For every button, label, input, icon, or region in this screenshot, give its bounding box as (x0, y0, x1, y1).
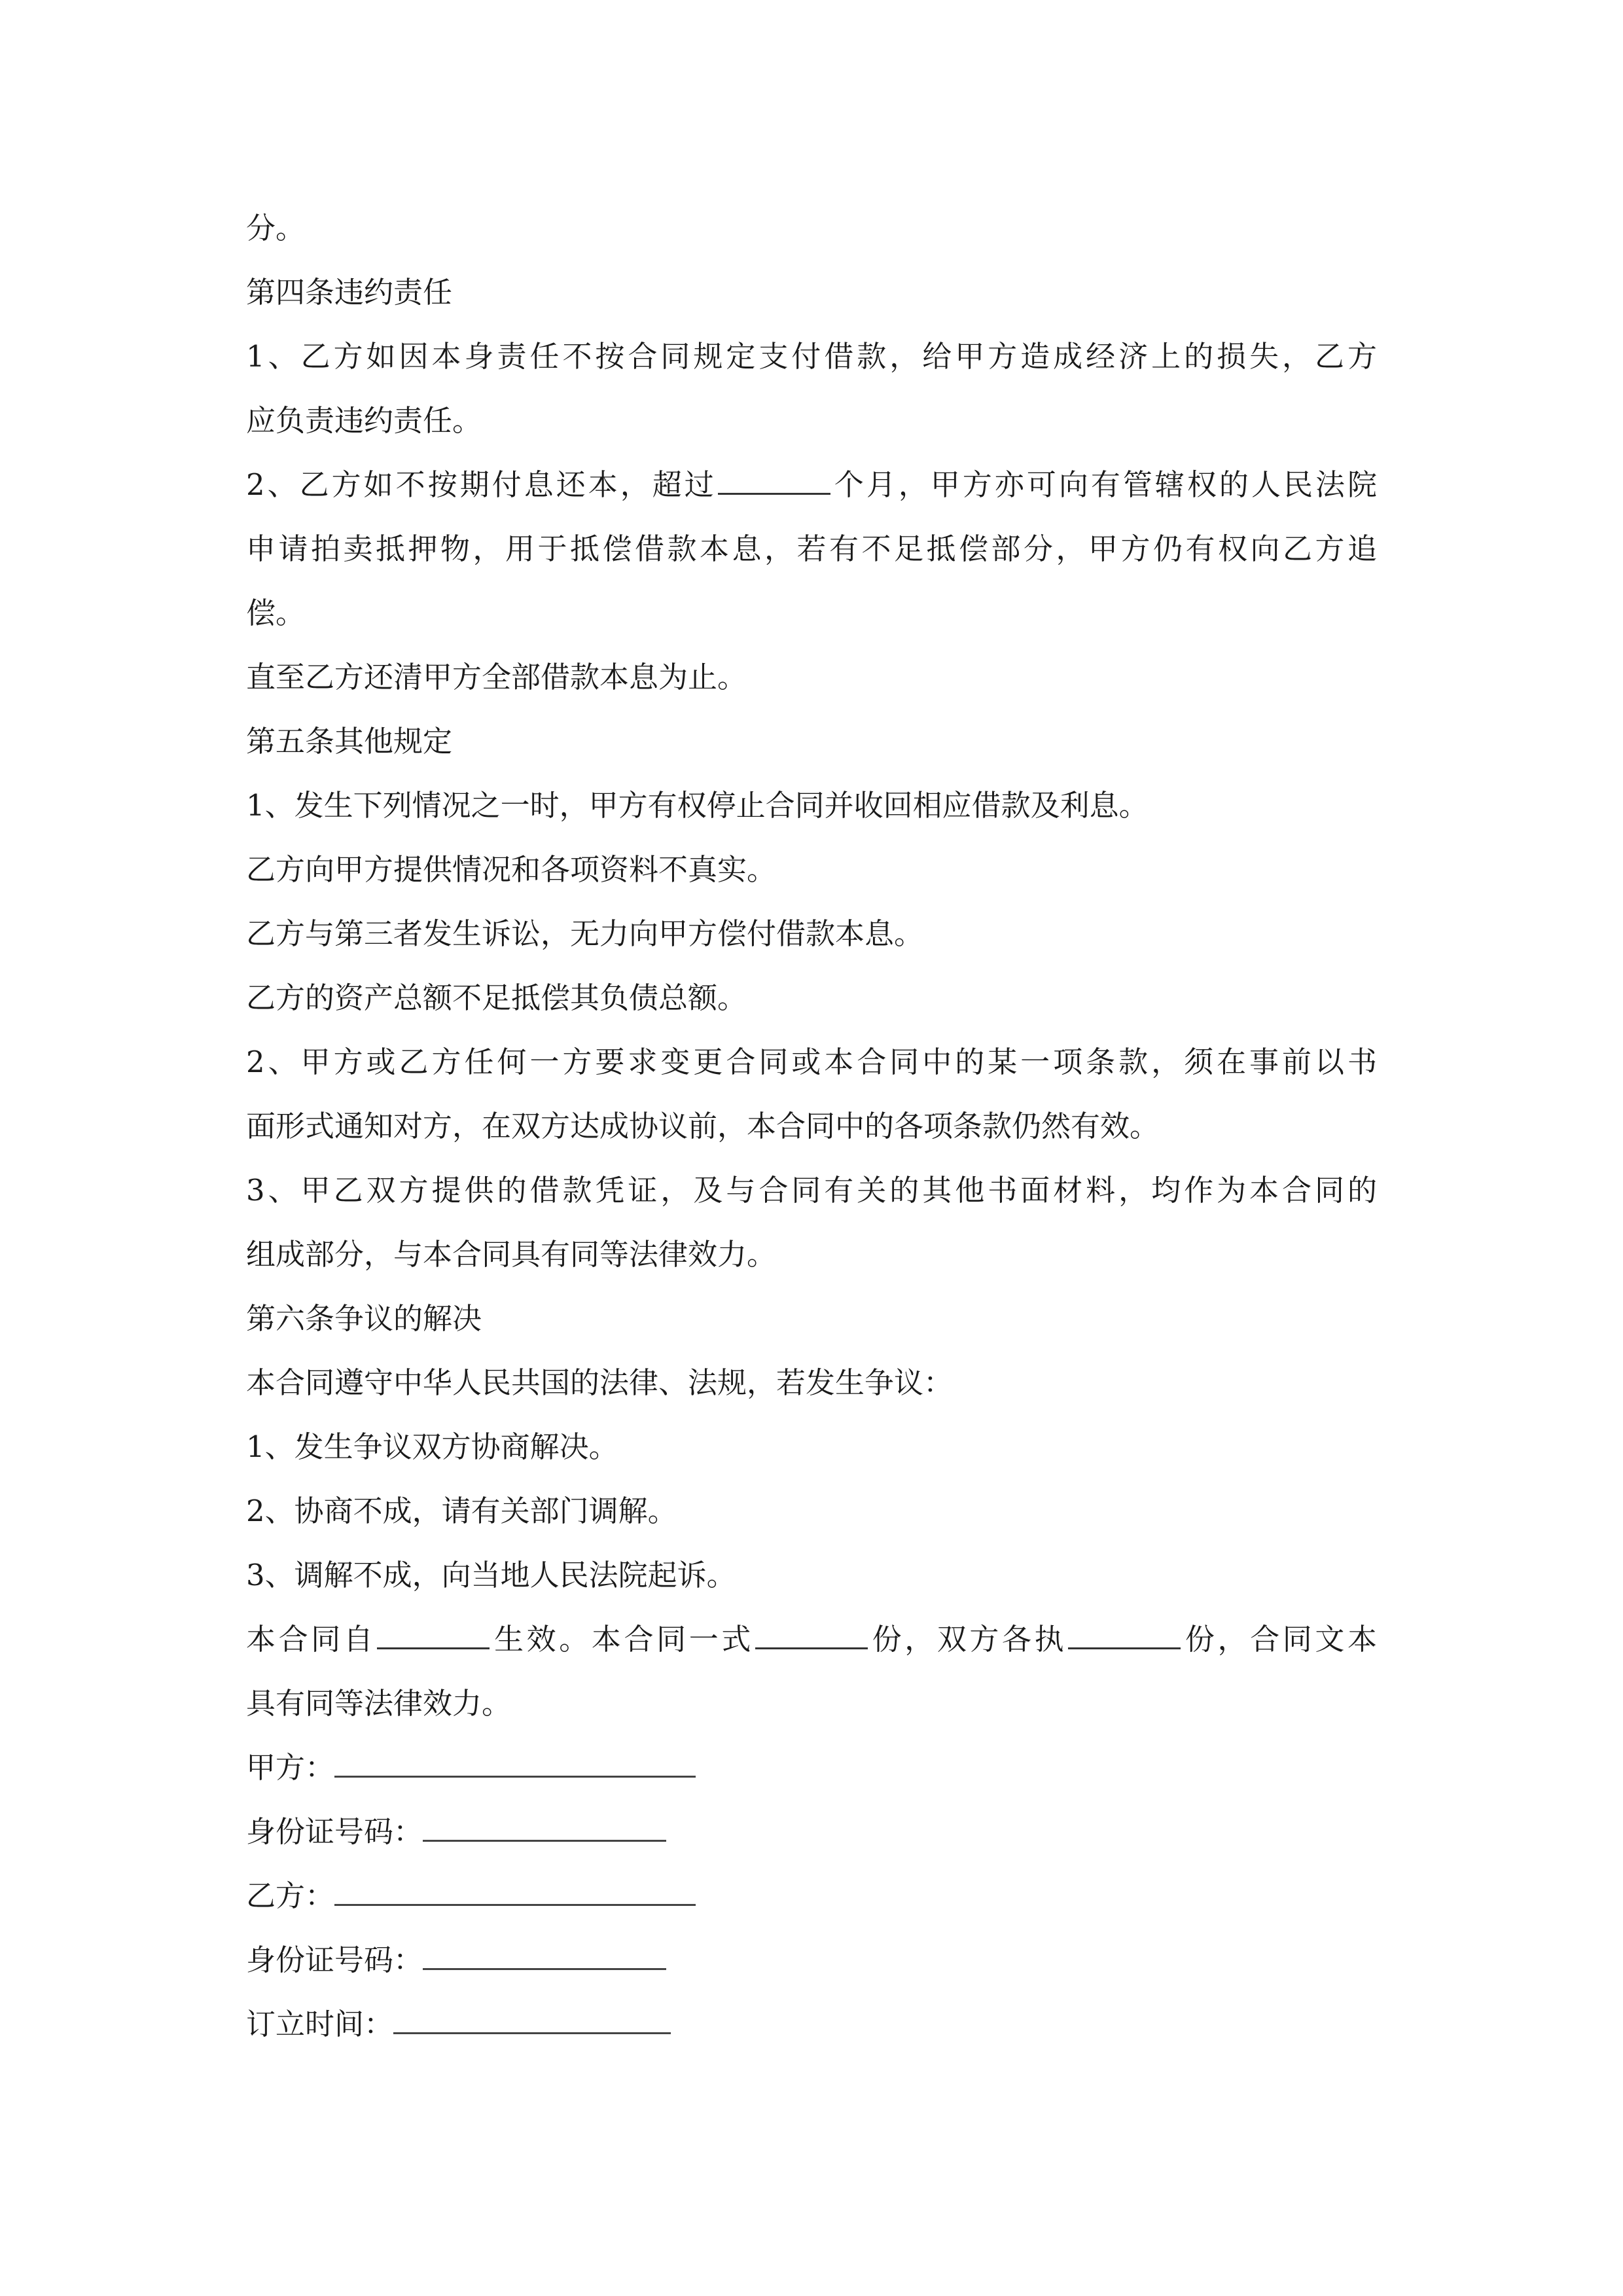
text-line: 3、调解不成，向当地人民法院起诉。 (246, 1558, 736, 1592)
copies-total-blank (755, 1616, 868, 1649)
article-4-heading: 第四条违约责任 (246, 275, 453, 310)
text-line: 面形式通知对方，在双方达成协议前，本合同中的各项条款仍然有效。 (246, 1109, 1160, 1143)
signing-date-line (393, 2002, 671, 2034)
article-6-heading: 第六条争议的解决 (246, 1301, 482, 1336)
party-b-id-line (423, 1938, 666, 1970)
signature-row-party-a-id (246, 1800, 1377, 1864)
signature-label: 订立时间： (246, 2007, 394, 2041)
text-line-with-blanks (246, 1607, 1377, 1672)
text-line: 3、甲乙双方提供的借款凭证，及与合同有关的其他书面材料，均作为本合同的 (246, 1173, 1377, 1208)
party-a-id-line (423, 1810, 666, 1842)
text-line: 1、发生下列情况之一时，甲方有权停止合同并收回相应借款及利息。 (246, 788, 1149, 823)
effective-date-blank (377, 1616, 490, 1649)
text-line: 偿。 (246, 596, 306, 630)
text-segment: 份，双方各执 (868, 1622, 1067, 1657)
signature-label: 身份证号码： (246, 1943, 423, 1977)
text-line-with-blank (246, 453, 1377, 517)
copies-each-blank (1068, 1616, 1181, 1649)
signature-label: 甲方： (246, 1750, 335, 1785)
text-line: 直至乙方还清甲方全部借款本息为止。 (246, 660, 747, 694)
text-line: 申请拍卖抵押物，用于抵偿借款本息，若有不足抵偿部分，甲方仍有权向乙方追 (246, 531, 1377, 566)
text-line: 组成部分，与本合同具有同等法律效力。 (246, 1237, 777, 1272)
text-segment: 2、乙方如不按期付息还本，超过 (246, 467, 717, 502)
text-segment: 本合同自 (246, 1622, 376, 1657)
signature-row-date (246, 1992, 1377, 2056)
text-segment: 份，合同文本 (1182, 1622, 1377, 1657)
article-5-heading: 第五条其他规定 (246, 724, 453, 759)
party-b-signature-line (334, 1874, 696, 1906)
text-line: 1、乙方如因本身责任不按合同规定支付借款，给甲方造成经济上的损失，乙方 (246, 339, 1377, 374)
text-segment: 生效。本合同一式 (491, 1622, 754, 1657)
text-line: 乙方的资产总额不足抵偿其负债总额。 (246, 980, 747, 1015)
text-line: 具有同等法律效力。 (246, 1686, 512, 1721)
signature-row-party-b (246, 1864, 1377, 1928)
text-line: 分。 (246, 211, 306, 245)
text-line: 本合同遵守中华人民共国的法律、法规，若发生争议： (246, 1365, 954, 1400)
text-line: 乙方向甲方提供情况和各项资料不真实。 (246, 852, 777, 887)
months-blank (718, 461, 830, 495)
signature-label: 乙方： (246, 1878, 335, 1913)
text-line: 应负责违约责任。 (246, 403, 482, 438)
text-line: 乙方与第三者发生诉讼，无力向甲方偿付借款本息。 (246, 916, 924, 951)
party-a-signature-line (334, 1746, 696, 1778)
signature-label: 身份证号码： (246, 1814, 423, 1849)
text-segment: 个月，甲方亦可向有管辖权的人民法院 (831, 467, 1377, 502)
signature-row-party-a (246, 1736, 1377, 1800)
contract-page (246, 196, 1377, 2056)
text-line: 2、甲方或乙方任何一方要求变更合同或本合同中的某一项条款，须在事前以书 (246, 1045, 1377, 1079)
text-line: 1、发生争议双方协商解决。 (246, 1429, 618, 1464)
signature-row-party-b-id (246, 1928, 1377, 1992)
text-line: 2、协商不成，请有关部门调解。 (246, 1494, 677, 1528)
